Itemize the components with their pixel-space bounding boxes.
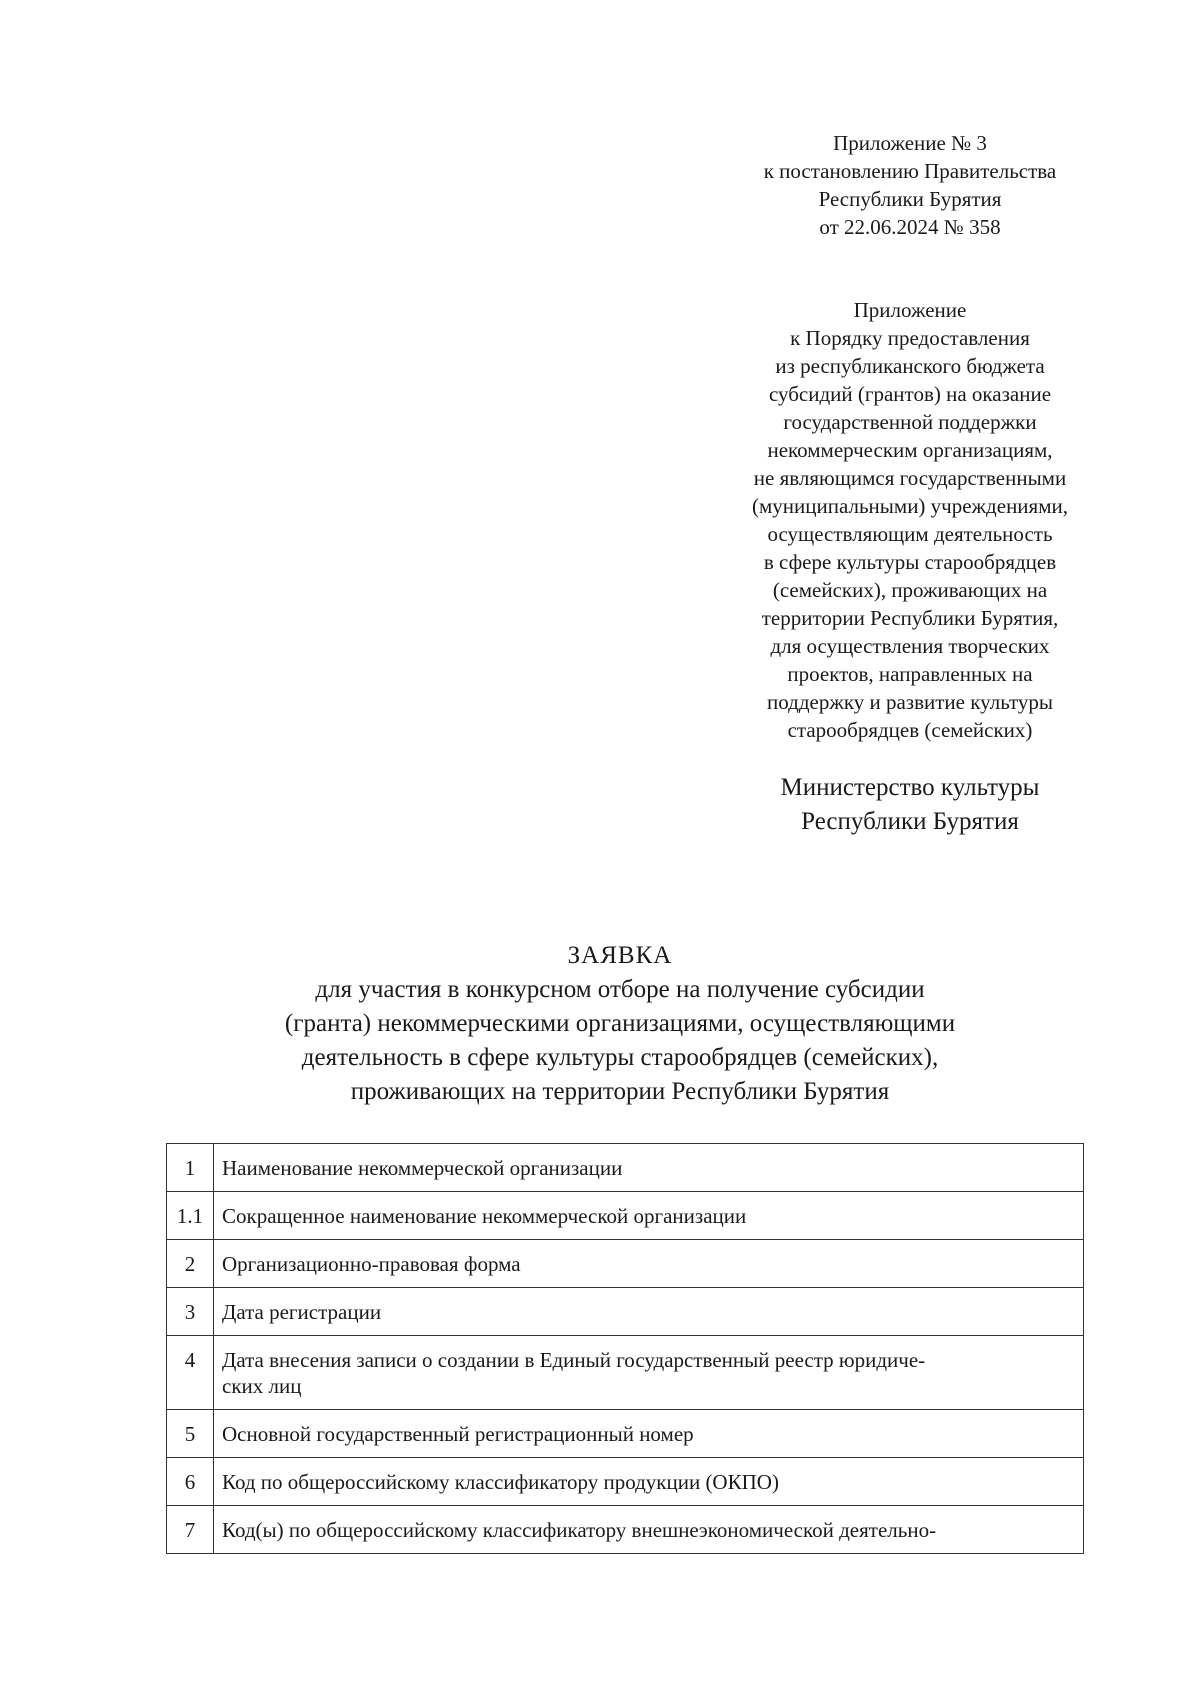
row-label: Организационно-правовая форма <box>214 1240 1084 1288</box>
stamp-line: от 22.06.2024 № 358 <box>819 215 1001 239</box>
stamp-line: субсидий (грантов) на оказание <box>768 382 1052 406</box>
stamp-line: к постановлению Правительства <box>763 159 1057 183</box>
row-label <box>214 1506 1084 1554</box>
procedure-annex-stamp <box>700 296 1120 744</box>
stamp-line: Приложение <box>853 298 967 322</box>
row-number: 5 <box>167 1410 214 1458</box>
stamp-line: Приложение № 3 <box>833 131 987 155</box>
row-label-line: Дата внесения записи о создании в Единый государственный реестр юридиче- <box>222 1348 926 1372</box>
table-row <box>167 1192 1084 1240</box>
document-title <box>140 939 1100 1109</box>
title-line: для участия в конкурсном отборе на получение субсидии <box>315 976 925 1003</box>
row-number: 3 <box>167 1288 214 1336</box>
stamp-line: поддержку и развитие культуры <box>767 690 1053 714</box>
row-label-line: Код(ы) по общероссийскому классификатору внешнеэкономической деятельно- <box>222 1518 937 1542</box>
title-line: проживающих на территории Республики Бурятия <box>350 1078 890 1105</box>
row-label: Код по общероссийскому классификатору продукции (ОКПО) <box>214 1458 1084 1506</box>
approval-stamp <box>700 129 1120 241</box>
row-number: 1 <box>167 1144 214 1192</box>
table-row <box>167 1144 1084 1192</box>
stamp-line: (семейских), проживающих на <box>772 578 1048 602</box>
table-row <box>167 1506 1084 1554</box>
row-label-line: ских лиц <box>222 1374 302 1398</box>
row-label: Дата регистрации <box>214 1288 1084 1336</box>
stamp-line: для осуществления творческих <box>770 634 1050 658</box>
title-line: деятельность в сфере культуры старообрядцев (семейских), <box>301 1044 939 1071</box>
stamp-line: из республиканского бюджета <box>775 354 1045 378</box>
table-row <box>167 1288 1084 1336</box>
addressee-line: Республики Бурятия <box>801 808 1019 835</box>
row-label: Сокращенное наименование некоммерческой организации <box>214 1192 1084 1240</box>
stamp-line: в сфере культуры старообрядцев <box>763 550 1057 574</box>
stamp-line: территории Республики Бурятия, <box>761 606 1059 630</box>
stamp-line: Республики Бурятия <box>818 187 1002 211</box>
row-label: Основной государственный регистрационный номер <box>214 1410 1084 1458</box>
stamp-line: государственной поддержки <box>783 410 1037 434</box>
table-row <box>167 1240 1084 1288</box>
table-row <box>167 1458 1084 1506</box>
title-line: (гранта) некоммерческими организациями, осуществляющими <box>284 1010 956 1037</box>
stamp-line: проектов, направленных на <box>787 662 1033 686</box>
table-row <box>167 1410 1084 1458</box>
row-label: Наименование некоммерческой организации <box>214 1144 1084 1192</box>
row-number: 2 <box>167 1240 214 1288</box>
row-number: 7 <box>167 1506 214 1554</box>
addressee-line: Министерство культуры <box>780 774 1040 801</box>
table-row <box>167 1336 1084 1410</box>
application-form-table <box>166 1143 1084 1554</box>
row-number: 6 <box>167 1458 214 1506</box>
stamp-line: к Порядку предоставления <box>790 326 1030 350</box>
stamp-line: некоммерческим организациям, <box>767 438 1053 462</box>
stamp-line: осуществляющим деятельность <box>767 522 1053 546</box>
addressee-ministry <box>700 771 1120 839</box>
stamp-line: (муниципальными) учреждениями, <box>752 494 1068 518</box>
stamp-line: не являющимся государственными <box>753 466 1067 490</box>
stamp-line: старообрядцев (семейских) <box>787 718 1033 742</box>
row-label <box>214 1336 1084 1410</box>
title-heading: ЗАЯВКА <box>567 942 673 969</box>
row-number: 1.1 <box>167 1192 214 1240</box>
row-number: 4 <box>167 1336 214 1410</box>
